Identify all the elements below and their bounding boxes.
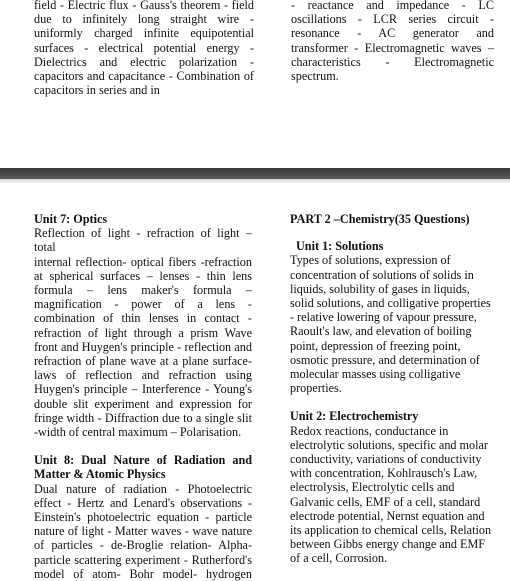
page-break-shadow [0, 179, 510, 184]
page-break-divider [0, 168, 510, 179]
text-line: spectrum. [291, 69, 339, 84]
text-line: electrolysis, Electrolytic cells and [290, 480, 455, 495]
text-line: Types of solutions, expression of [290, 253, 451, 268]
text-line: Dielectrics and electric polarization - [34, 54, 254, 69]
text-line: of a cell, Corrosion. [290, 551, 388, 566]
text-line: osmotic pressure, and determination of [290, 352, 480, 367]
text-line: characteristics - Electromagnetic [291, 54, 494, 69]
text-line: surfaces - electrical potential energy - [34, 40, 254, 55]
unit7-heading: Unit 7: Optics [34, 212, 108, 226]
text-line: liquids, solubility of gases in liquids, [290, 281, 470, 296]
text-line: conductivity, variations of conductivity [290, 452, 482, 467]
section-gap [290, 395, 494, 409]
section-gap [290, 226, 494, 239]
text-line: point, depression of freezing point, [290, 338, 461, 353]
text-line: -width of central maximum – Polarisation. [34, 425, 242, 440]
text-line: field - Electric flux - Gauss's theorem - field [34, 0, 254, 12]
text-line: of particles - de-Broglie relation- Alpha- [34, 538, 252, 553]
text-line: double slit experiment and expression for [34, 396, 252, 411]
text-line: refraction of plane wave at a plane surface- [34, 354, 252, 369]
text-line: Galvanic cells, EMF of a cell, standard [290, 494, 481, 509]
text-line: uniformly charged infinite equipotential [34, 26, 254, 41]
text-line: Redox reactions, conductance in [290, 423, 449, 438]
text-line: capacitors and capacitance - Combination of [34, 69, 254, 84]
text-line: model of atom- Bohr model- hydrogen [34, 566, 252, 581]
text-line: - relative lowering of vapour pressure, [290, 310, 477, 325]
text-line: due to infinitely long straight wire - [34, 12, 254, 27]
text-line: transformer - Electromagnetic waves – [291, 40, 494, 55]
text-line: front and Huygen's principle - reflection and [34, 339, 252, 354]
text-line: Huygen's principle – Interference - Young's [34, 382, 252, 397]
text-line: Einstein's photoelectric equation - particle [34, 510, 252, 525]
text-line: concentration of solutions of solids in [290, 267, 474, 282]
text-line: effect - Hertz and Lenard's observations - [34, 495, 252, 510]
text-line: formula – lens maker's formula – [34, 283, 252, 298]
text-line: combination of thin lenses in contact - [34, 311, 252, 326]
text-line: Dual nature of radiation - Photoelectric [34, 481, 252, 496]
text-line: magnification - power of a lens - [34, 297, 252, 312]
unit8-heading-line2: Matter & Atomic Physics [34, 467, 166, 482]
top-left-text-block [34, 0, 254, 97]
text-line: Raoult's law, and elevation of boiling [290, 324, 472, 339]
text-line: between Gibbs energy change and EMF [290, 537, 486, 552]
text-line: refraction of light through a prism Wave [34, 325, 252, 340]
text-line: solid solutions, and colligative properties [290, 296, 491, 311]
right-column [290, 212, 494, 566]
unit1-heading: Unit 1: Solutions [296, 239, 384, 254]
text-line: internal reflection- optical fibers -refraction [34, 254, 252, 269]
text-line: laws of reflection and refraction using [34, 368, 252, 383]
text-line: molecular masses using colligative [290, 367, 461, 382]
text-line: - reactance and impedance - LC [291, 0, 494, 12]
text-line: electrode potential, Nernst equation and [290, 508, 485, 523]
section-gap [34, 439, 252, 453]
text-line: particle scattering experiment - Rutherford's [34, 552, 252, 567]
part2-heading: PART 2 –Chemistry(35 Questions) [290, 212, 470, 226]
text-line: electrolytic solutions, specific and molar [290, 437, 488, 452]
top-right-text-block [291, 0, 494, 83]
text-line: its application to chemical cells, Relation [290, 523, 492, 538]
text-line: oscillations - LCR series circuit - [291, 12, 494, 27]
unit2-heading: Unit 2: Electrochemistry [290, 409, 419, 424]
text-line: nature of light - Matter waves - wave nature [34, 524, 252, 539]
text-line: Reflection of light - refraction of light – total [34, 226, 252, 255]
text-line: capacitors in series and in [34, 83, 160, 98]
text-line: at spherical surfaces – lenses - thin lens [34, 268, 252, 283]
unit8-heading-line1: Unit 8: Dual Nature of Radiation and [34, 453, 252, 468]
text-line: with concentration, Kohlrausch's Law, [290, 466, 478, 481]
text-line: resonance - AC generator and [291, 26, 494, 41]
text-line: fringe width - Diffraction due to a single slit [34, 410, 252, 425]
left-column [34, 212, 252, 581]
text-line: properties. [290, 381, 342, 396]
